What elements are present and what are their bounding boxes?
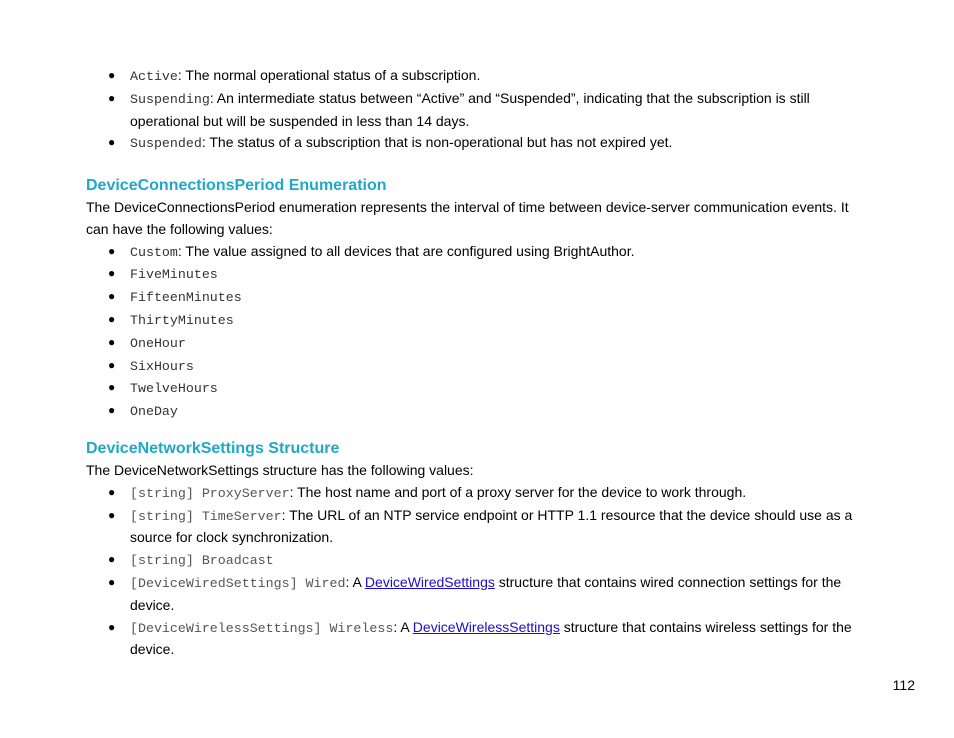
period-list bbox=[0, 241, 954, 423]
list-item bbox=[0, 400, 954, 423]
section-intro: The DeviceConnectionsPeriod enumeration represents the interval of time between device-server communication events. It can have the following values: bbox=[86, 199, 849, 237]
bullet-icon: ● bbox=[108, 380, 116, 395]
period-section bbox=[0, 175, 954, 423]
code-term: [string] ProxyServer bbox=[130, 485, 290, 501]
section-heading: DeviceNetworkSettings Structure bbox=[86, 440, 340, 457]
list-item bbox=[0, 309, 954, 332]
bullet-icon: ● bbox=[108, 552, 116, 567]
bullet-icon: ● bbox=[108, 484, 116, 499]
item-description: : An intermediate status between “Active” and “Suspended”, indicating that the subscription is still operational but will be suspended in less than 14 days. bbox=[130, 89, 810, 129]
code-term: Active bbox=[130, 69, 178, 84]
code-term: TwelveHours bbox=[130, 381, 218, 397]
list-item bbox=[0, 572, 954, 617]
bullet-icon: ● bbox=[108, 90, 116, 105]
section-intro: The DeviceNetworkSettings structure has the following values: bbox=[86, 462, 474, 478]
list-item bbox=[0, 377, 954, 400]
list-item bbox=[0, 505, 954, 550]
item-description: : A bbox=[393, 618, 413, 635]
list-item bbox=[0, 617, 954, 662]
list-item bbox=[0, 355, 954, 378]
code-term: OneDay bbox=[130, 404, 178, 420]
bullet-icon: ● bbox=[108, 311, 116, 326]
code-term: FiveMinutes bbox=[130, 267, 218, 283]
list-item bbox=[0, 132, 954, 155]
code-term: [DeviceWirelessSettings] Wireless bbox=[130, 620, 394, 636]
item-description: : The status of a subscription that is non-operational but has not expired yet. bbox=[201, 134, 673, 151]
code-term: Suspending bbox=[130, 91, 210, 107]
device-wired-settings-link[interactable]: DeviceWiredSettings bbox=[364, 573, 495, 590]
list-item bbox=[0, 286, 954, 309]
code-term: ThirtyMinutes bbox=[130, 312, 234, 328]
item-description: : The host name and port of a proxy server for the device to work through. bbox=[289, 483, 747, 500]
code-term: FifteenMinutes bbox=[130, 290, 242, 306]
list-item bbox=[0, 332, 954, 355]
list-item bbox=[0, 65, 954, 88]
item-description: : The normal operational status of a subscription. bbox=[177, 67, 481, 83]
bullet-icon: ● bbox=[108, 135, 116, 150]
list-item bbox=[0, 549, 954, 572]
item-description-after: structure that contains wired connection settings for the device. bbox=[130, 573, 842, 613]
code-term: [string] Broadcast bbox=[130, 553, 274, 569]
list-item bbox=[0, 263, 954, 286]
list-item bbox=[0, 88, 954, 133]
bullet-icon: ● bbox=[108, 243, 116, 258]
section-heading: DeviceConnectionsPeriod Enumeration bbox=[86, 177, 387, 194]
bullet-icon: ● bbox=[108, 574, 116, 589]
bullet-icon: ● bbox=[108, 334, 116, 349]
bullet-icon: ● bbox=[108, 68, 116, 82]
code-term: Suspended bbox=[130, 136, 202, 152]
list-item bbox=[0, 482, 954, 505]
item-description: : The URL of an NTP service endpoint or HTTP 1.1 resource that the device should use as a source for clock synchronization. bbox=[130, 506, 853, 546]
page-number: 112 bbox=[892, 677, 915, 693]
status-list bbox=[0, 65, 954, 155]
code-term: SixHours bbox=[130, 358, 194, 374]
code-term: [string] TimeServer bbox=[130, 508, 282, 524]
list-item bbox=[0, 241, 954, 264]
device-wireless-settings-link[interactable]: DeviceWirelessSettings bbox=[412, 618, 560, 635]
bullet-icon: ● bbox=[108, 266, 116, 281]
code-term: Custom bbox=[130, 244, 178, 260]
item-description-after: structure that contains wireless settings for the device. bbox=[130, 618, 852, 658]
bullet-icon: ● bbox=[108, 619, 116, 634]
network-list bbox=[0, 482, 954, 661]
network-section bbox=[0, 438, 954, 661]
item-description: : A bbox=[345, 573, 365, 590]
bullet-icon: ● bbox=[108, 289, 116, 304]
code-term: [DeviceWiredSettings] Wired bbox=[130, 575, 346, 591]
bullet-icon: ● bbox=[108, 357, 116, 372]
code-term: OneHour bbox=[130, 335, 186, 351]
item-description: : The value assigned to all devices that are configured using BrightAuthor. bbox=[177, 242, 635, 259]
bullet-icon: ● bbox=[108, 507, 116, 522]
bullet-icon: ● bbox=[108, 403, 116, 418]
